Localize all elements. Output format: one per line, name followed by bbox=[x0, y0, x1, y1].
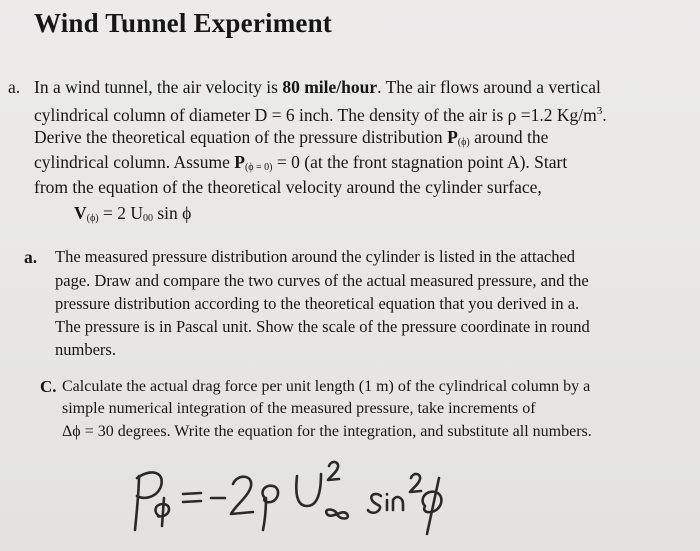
text-span: around the bbox=[469, 127, 549, 147]
part-a-line-2 bbox=[34, 100, 607, 126]
velocity-value: 80 mile/hour bbox=[282, 77, 378, 97]
velocity-symbol: V bbox=[74, 203, 87, 223]
exponent: 3 bbox=[596, 105, 603, 117]
text-span: from the equation of the theoretical velocity around the cylinder surface, bbox=[34, 177, 542, 197]
text-span: cylindrical column. Assume bbox=[34, 152, 235, 172]
part-c-line-1: Calculate the actual drag force per unit length (1 m) of the cylindrical column by a bbox=[62, 378, 591, 395]
part-b-line-1: The measured pressure distribution around the cylinder is listed in the attached bbox=[55, 247, 576, 266]
part-b-line-2: page. Draw and compare the two curves of the actual measured pressure, and the bbox=[55, 271, 589, 290]
part-a-marker: a. bbox=[8, 77, 21, 97]
text-span: cylindrical column of diameter D = 6 inch. The density of the air is ρ =1.2 Kg/m bbox=[34, 105, 597, 125]
part-a-line-3 bbox=[34, 126, 548, 154]
text-span: = 0 (at the front stagnation point A). Start bbox=[272, 152, 568, 172]
handwritten-formula bbox=[125, 460, 465, 540]
part-c-line-3: Δϕ = 30 degrees. Write the equation for the integration, and substitute all numbers. bbox=[62, 423, 592, 440]
text-span: sin ϕ bbox=[152, 203, 192, 223]
page-title: Wind Tunnel Experiment bbox=[34, 8, 332, 38]
subscript: (ϕ = 0) bbox=[244, 162, 273, 173]
part-b-line-4: The pressure is in Pascal unit. Show the scale of the pressure coordinate in round bbox=[55, 317, 590, 336]
subscript: (ϕ) bbox=[457, 137, 470, 148]
text-span: . bbox=[602, 105, 607, 125]
text-span: . The air flows around a vertical bbox=[377, 77, 601, 97]
pressure-symbol: P bbox=[234, 152, 245, 172]
pressure-symbol: P bbox=[447, 127, 458, 147]
part-b-marker: a. bbox=[24, 247, 38, 267]
text-span: = 2 U bbox=[98, 203, 143, 223]
part-c-marker: C. bbox=[40, 377, 57, 396]
velocity-equation bbox=[74, 202, 191, 230]
part-a-line-4 bbox=[34, 151, 567, 179]
subscript: (ϕ) bbox=[86, 213, 99, 224]
text-span: In a wind tunnel, the air velocity is bbox=[34, 77, 283, 97]
part-a-line-5 bbox=[34, 176, 542, 198]
text-span: Derive the theoretical equation of the pressure distribution bbox=[34, 127, 448, 147]
part-a-line-1 bbox=[34, 76, 601, 98]
part-b-line-5: numbers. bbox=[55, 340, 116, 359]
subscript: 00 bbox=[142, 213, 153, 224]
part-b-line-3: pressure distribution according to the theoretical equation that you derived in a. bbox=[55, 294, 580, 313]
part-c-line-2: simple numerical integration of the measured pressure, take increments of bbox=[62, 400, 536, 417]
